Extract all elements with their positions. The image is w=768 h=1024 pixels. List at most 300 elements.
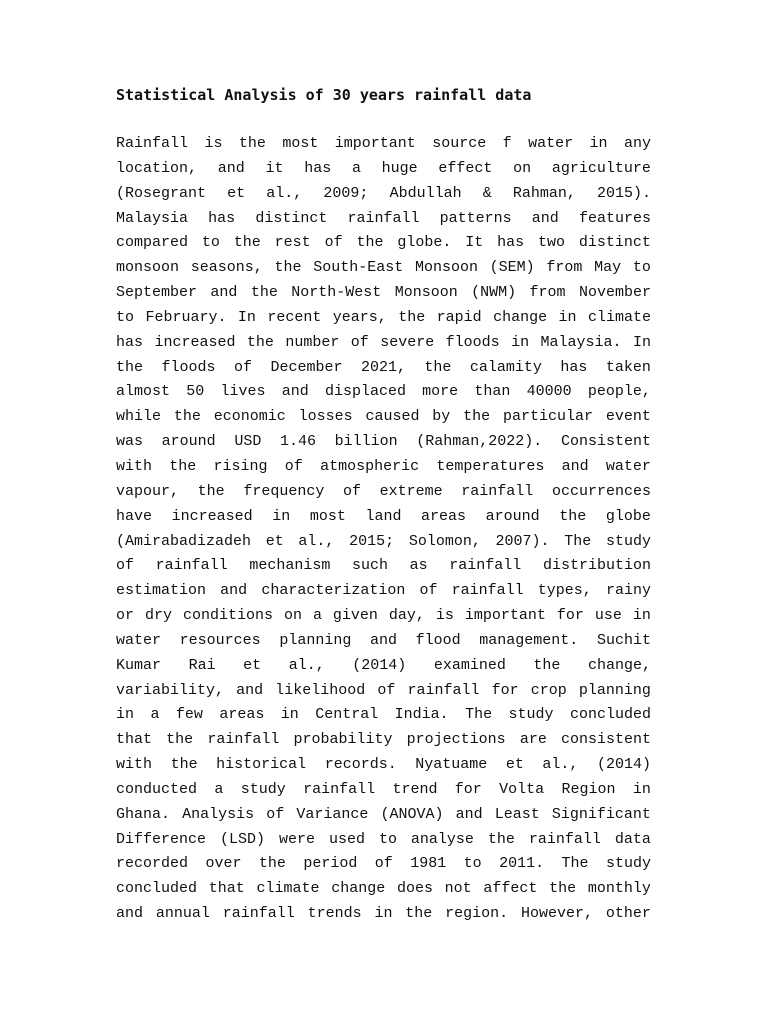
word: and — [220, 582, 248, 600]
word: climate — [587, 308, 651, 326]
word: seasons, — [190, 259, 263, 277]
word: Monsoon — [394, 284, 458, 302]
word: by — [432, 408, 451, 426]
word: atmospheric — [320, 457, 420, 475]
word: et — [505, 756, 524, 774]
word: the — [559, 507, 587, 525]
word: concluded — [116, 880, 198, 898]
document-title: Statistical Analysis of 30 years rainfall data — [116, 86, 532, 104]
word: data — [614, 830, 651, 848]
word: of — [419, 582, 438, 600]
word: the — [549, 880, 577, 898]
word: the — [173, 408, 201, 426]
word: 50 — [186, 383, 205, 401]
word: a — [312, 607, 322, 625]
word: displaced — [324, 383, 406, 401]
word: caused — [365, 408, 420, 426]
word: and — [455, 805, 483, 823]
word: India. — [394, 706, 449, 724]
word: in — [558, 308, 577, 326]
word: monsoon — [116, 259, 180, 277]
word: North-West — [291, 284, 382, 302]
word: given — [332, 607, 378, 625]
word: of — [116, 557, 135, 575]
word: in — [374, 905, 393, 923]
paragraph-line — [116, 681, 651, 706]
word: increased — [171, 507, 253, 525]
word: of — [233, 358, 252, 376]
word: (2014) — [352, 656, 407, 674]
word: has — [560, 358, 588, 376]
word: al., — [288, 656, 325, 674]
word: most — [282, 135, 319, 152]
word: patterns — [439, 209, 512, 227]
word: (LSD) — [219, 830, 265, 848]
word: 2011. — [499, 855, 545, 873]
word: and — [281, 383, 309, 401]
word: (2014) — [596, 756, 651, 774]
word: South-East — [313, 259, 404, 277]
word: does — [396, 880, 433, 898]
word: December — [270, 358, 343, 376]
word: used — [328, 830, 365, 848]
word: Suchit — [596, 631, 651, 649]
word: recorded — [116, 855, 189, 873]
word: the — [250, 284, 278, 302]
word: period — [303, 855, 358, 873]
word: temperatures — [436, 457, 545, 475]
word: distribution — [542, 557, 651, 575]
word: people, — [587, 383, 651, 401]
word: day, — [388, 607, 425, 625]
word: al., — [298, 532, 335, 550]
word: to — [201, 234, 220, 252]
word: from — [546, 259, 583, 277]
word: (Rosegrant — [116, 184, 207, 202]
word: and — [561, 457, 589, 475]
word: and — [369, 631, 397, 649]
paragraph-line — [116, 358, 651, 383]
word: on — [283, 607, 302, 625]
word: 2021, — [360, 358, 406, 376]
word: projections — [406, 731, 506, 749]
paragraph-line — [116, 904, 651, 929]
word: water — [528, 135, 574, 152]
word: change — [493, 308, 548, 326]
word: is — [204, 135, 223, 152]
word: number — [285, 333, 340, 351]
paragraph-line — [116, 656, 651, 681]
word: losses — [298, 408, 353, 426]
paragraph-line — [116, 631, 651, 656]
word: concluded — [569, 706, 651, 724]
word: important — [464, 607, 546, 625]
word: climate — [256, 880, 320, 898]
word: it — [265, 159, 284, 177]
word: f — [502, 135, 512, 152]
word: Central — [315, 706, 379, 724]
word: in — [280, 706, 299, 724]
word: flood — [415, 631, 461, 649]
word: Solomon, — [408, 532, 481, 550]
word: Rahman, — [512, 184, 576, 202]
word: the — [487, 830, 515, 848]
word: al., — [542, 756, 579, 774]
word: occurrences — [551, 482, 651, 500]
paragraph-line — [116, 407, 651, 432]
word: al., — [266, 184, 303, 202]
word: rainfall — [155, 557, 228, 575]
paragraph-line — [116, 556, 651, 581]
word: the — [463, 408, 491, 426]
word: November — [578, 284, 651, 302]
word: extreme — [379, 482, 443, 500]
word: event — [605, 408, 651, 426]
word: In — [237, 308, 256, 326]
word: land — [365, 507, 402, 525]
word: such — [351, 557, 388, 575]
word: Region — [561, 780, 616, 798]
paragraph-line — [116, 705, 651, 730]
word: types, — [537, 582, 592, 600]
word: study — [605, 855, 651, 873]
word: (NWM) — [471, 284, 517, 302]
word: have — [116, 507, 153, 525]
word: the — [405, 905, 433, 923]
word: Rai — [188, 656, 216, 674]
word: rainfall — [222, 905, 295, 923]
word: management. — [479, 631, 579, 649]
word: Kumar — [116, 656, 162, 674]
word: Difference — [116, 830, 207, 848]
word: However, — [521, 905, 594, 923]
word: trend — [392, 780, 438, 798]
word: crop — [530, 681, 567, 699]
word: rainfall — [451, 582, 524, 600]
word: rainfall — [207, 731, 280, 749]
word: vapour, — [116, 482, 180, 500]
word: the — [170, 756, 198, 774]
word: around — [485, 507, 540, 525]
word: 1.46 — [279, 433, 316, 451]
word: 2007). — [495, 532, 550, 550]
paragraph-line — [116, 854, 651, 879]
word: increased — [154, 333, 236, 351]
word: while — [116, 408, 162, 426]
word: use — [594, 607, 622, 625]
word: analyse — [410, 830, 474, 848]
word: USD — [234, 433, 262, 451]
word: and — [116, 905, 144, 923]
word: were — [278, 830, 315, 848]
word: and — [531, 209, 559, 227]
word: February. — [145, 308, 227, 326]
paragraph-line — [116, 134, 651, 159]
word: features — [578, 209, 651, 227]
word: the — [238, 135, 266, 152]
paragraph-line — [116, 283, 651, 308]
paragraph-line — [116, 581, 651, 606]
word: other — [605, 905, 651, 923]
word: to — [378, 830, 397, 848]
word: agriculture — [551, 159, 651, 177]
paragraph-line — [116, 805, 651, 830]
word: the — [398, 308, 426, 326]
word: is — [435, 607, 454, 625]
word: to — [632, 259, 651, 277]
word: Malaysia. — [540, 333, 622, 351]
word: has — [116, 333, 144, 351]
word: & — [482, 184, 492, 202]
word: Analysis — [182, 805, 255, 823]
paragraph-line — [116, 755, 651, 780]
body-paragraph — [116, 134, 651, 929]
word: variability, — [116, 681, 225, 699]
word: 40000 — [526, 383, 572, 401]
word: in — [632, 780, 651, 798]
word: lives — [220, 383, 266, 401]
word: for — [556, 607, 584, 625]
word: estimation — [116, 582, 207, 600]
word: Rainfall — [116, 135, 189, 152]
word: 2015). — [596, 184, 651, 202]
word: The — [465, 706, 493, 724]
word: two — [538, 234, 566, 252]
word: floods — [445, 333, 500, 351]
word: The — [561, 855, 589, 873]
word: has — [304, 159, 332, 177]
word: in — [116, 706, 135, 724]
word: of — [266, 805, 285, 823]
paragraph-line — [116, 308, 651, 333]
paragraph-line — [116, 606, 651, 631]
word: with — [116, 457, 153, 475]
word: likelihood — [275, 681, 366, 699]
word: from — [529, 284, 566, 302]
word: characterization — [261, 582, 406, 600]
word: over — [205, 855, 242, 873]
word: distinct — [255, 209, 328, 227]
word: 1981 — [410, 855, 447, 873]
word: Least — [494, 805, 540, 823]
word: Consistent — [560, 433, 651, 451]
word: areas — [219, 706, 265, 724]
word: trends — [307, 905, 362, 923]
word: globe. — [397, 234, 452, 252]
paragraph-line — [116, 382, 651, 407]
word: of — [377, 681, 396, 699]
word: the — [246, 333, 274, 351]
word: dry — [144, 607, 172, 625]
word: monthly — [587, 880, 651, 898]
word: important — [334, 135, 416, 152]
word: particular — [503, 408, 594, 426]
word: rainfall — [461, 482, 534, 500]
word: historical — [216, 756, 307, 774]
word: source — [432, 135, 487, 152]
word: Monsoon — [414, 259, 478, 277]
word: effect — [438, 159, 493, 177]
word: on — [513, 159, 532, 177]
paragraph-line — [116, 432, 651, 457]
word: In — [632, 333, 651, 351]
word: change, — [587, 656, 651, 674]
word: calamity — [469, 358, 542, 376]
word: Volta — [499, 780, 545, 798]
word: and — [210, 284, 238, 302]
paragraph-line — [116, 780, 651, 805]
word: September — [116, 284, 198, 302]
word: globe — [605, 507, 651, 525]
word: study — [605, 532, 651, 550]
word: in — [632, 607, 651, 625]
word: Nyatuame — [415, 756, 488, 774]
word: of — [324, 234, 343, 252]
word: water — [605, 457, 651, 475]
word: mechanism — [249, 557, 331, 575]
word: It — [465, 234, 484, 252]
paragraph-line — [116, 830, 651, 855]
word: of — [342, 482, 361, 500]
word: region. — [445, 905, 509, 923]
word: for — [454, 780, 482, 798]
word: economic — [213, 408, 286, 426]
word: in — [511, 333, 530, 351]
paragraph-line — [116, 159, 651, 184]
word: any — [623, 135, 651, 152]
word: rainfall — [407, 681, 480, 699]
word: rainfall — [303, 780, 376, 798]
word: rainfall — [528, 830, 601, 848]
word: recent — [267, 308, 322, 326]
word: probability — [293, 731, 393, 749]
word: most — [309, 507, 346, 525]
paragraph-line — [116, 532, 651, 557]
word: the — [258, 855, 286, 873]
paragraph-line — [116, 730, 651, 755]
word: the — [233, 234, 261, 252]
word: rest — [274, 234, 311, 252]
paragraph-line — [116, 482, 651, 507]
paragraph-line — [116, 184, 651, 209]
word: conducted — [116, 780, 198, 798]
word: floods — [161, 358, 216, 376]
word: rainfall — [347, 209, 420, 227]
word: rainfall — [449, 557, 522, 575]
word: of — [374, 855, 393, 873]
word: Significant — [551, 805, 651, 823]
word: (Rahman,2022). — [416, 433, 543, 451]
word: planning — [279, 631, 352, 649]
word: of — [284, 457, 303, 475]
word: a — [214, 780, 224, 798]
word: Variance — [296, 805, 369, 823]
word: the — [116, 358, 144, 376]
word: the — [533, 656, 561, 674]
paragraph-line — [116, 209, 651, 234]
word: for — [491, 681, 519, 699]
paragraph-line — [116, 457, 651, 482]
word: study — [508, 706, 554, 724]
word: annual — [155, 905, 210, 923]
word: location, — [116, 159, 198, 177]
word: (Amirabadizadeh — [116, 532, 252, 550]
word: affect — [483, 880, 538, 898]
word: 2009; — [323, 184, 369, 202]
word: a — [351, 159, 361, 177]
word: frequency — [243, 482, 325, 500]
word: to — [463, 855, 482, 873]
word: examined — [433, 656, 506, 674]
word: The — [564, 532, 592, 550]
word: or — [116, 607, 135, 625]
word: May — [594, 259, 622, 277]
word: was — [116, 433, 144, 451]
paragraph-line — [116, 233, 651, 258]
word: the — [169, 457, 197, 475]
word: that — [116, 731, 153, 749]
word: not — [444, 880, 472, 898]
word: distinct — [578, 234, 651, 252]
word: severe — [380, 333, 435, 351]
word: study — [240, 780, 286, 798]
word: taken — [605, 358, 651, 376]
word: than — [474, 383, 511, 401]
word: has — [497, 234, 525, 252]
word: Ghana. — [116, 805, 171, 823]
word: that — [208, 880, 245, 898]
word: et — [227, 184, 246, 202]
word: et — [243, 656, 262, 674]
paragraph-line — [116, 879, 651, 904]
word: rainy — [605, 582, 651, 600]
word: billion — [334, 433, 398, 451]
word: huge — [381, 159, 418, 177]
word: in — [589, 135, 608, 152]
word: of — [350, 333, 369, 351]
word: has — [208, 209, 236, 227]
paragraph-line — [116, 333, 651, 358]
word: resources — [179, 631, 261, 649]
word: the — [356, 234, 384, 252]
word: compared — [116, 234, 189, 252]
word: Abdullah — [389, 184, 462, 202]
word: more — [422, 383, 459, 401]
word: almost — [116, 383, 171, 401]
word: to — [116, 308, 135, 326]
word: the — [274, 259, 302, 277]
word: 2015; — [349, 532, 395, 550]
word: are — [519, 731, 547, 749]
word: and — [217, 159, 245, 177]
word: the — [197, 482, 225, 500]
word: areas — [421, 507, 467, 525]
word: consistent — [560, 731, 651, 749]
word: few — [175, 706, 203, 724]
word: (ANOVA) — [380, 805, 444, 823]
word: years, — [332, 308, 387, 326]
paragraph-line — [116, 507, 651, 532]
word: a — [150, 706, 160, 724]
word: in — [272, 507, 291, 525]
word: records. — [324, 756, 397, 774]
word: et — [265, 532, 284, 550]
word: the — [424, 358, 452, 376]
word: rapid — [436, 308, 482, 326]
word: with — [116, 756, 153, 774]
word: planning — [578, 681, 651, 699]
word: conditions — [182, 607, 273, 625]
